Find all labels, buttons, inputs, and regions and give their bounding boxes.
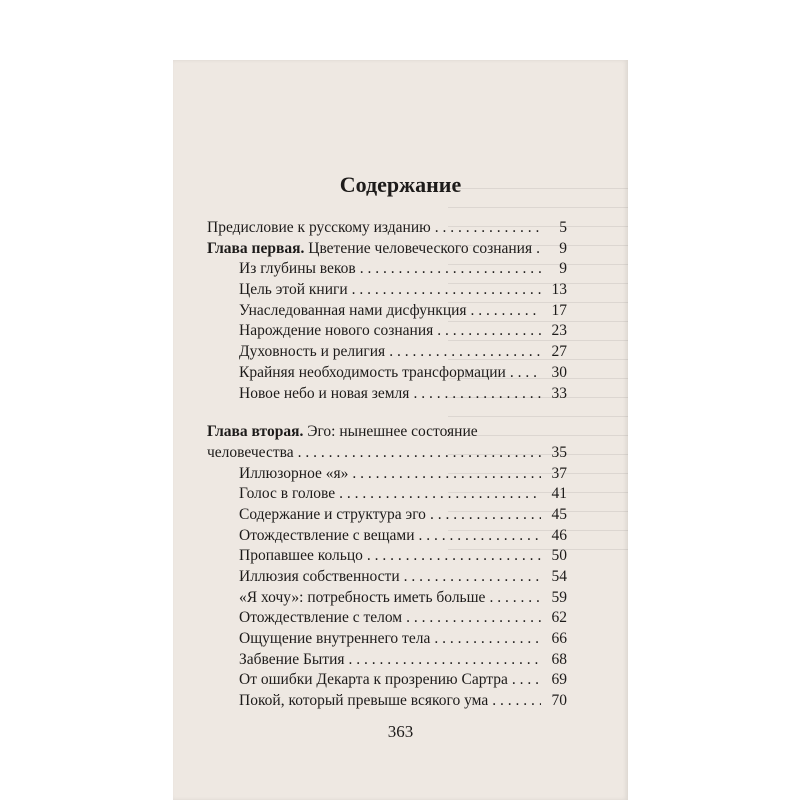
toc-label: Забвение Бытия	[239, 650, 345, 668]
toc-page: 35	[551, 443, 567, 461]
toc-entry	[207, 280, 567, 301]
table-of-contents	[207, 218, 567, 712]
toc-entry	[207, 321, 567, 342]
leader-dots	[360, 259, 541, 280]
toc-page: 13	[551, 281, 567, 299]
leader-dots	[510, 363, 541, 384]
toc-entry	[207, 464, 567, 485]
toc-entry	[207, 670, 567, 691]
page-number: 363	[387, 722, 414, 741]
toc-page: 66	[551, 630, 567, 648]
toc-label: Содержание и структура эго	[239, 505, 426, 523]
toc-page: 27	[551, 343, 567, 361]
toc-label: Ощущение внутреннего тела	[239, 630, 431, 648]
toc-page: 30	[551, 363, 567, 381]
toc-label: Из глубины веков	[239, 260, 356, 278]
chapter-title: Эго: нынешнее состояние	[303, 423, 478, 441]
toc-entry	[207, 259, 567, 280]
toc-page: 9	[559, 239, 567, 257]
toc-page: 68	[551, 650, 567, 668]
toc-page: 17	[551, 301, 567, 319]
leader-dots	[536, 239, 541, 260]
toc-entry	[207, 567, 567, 588]
toc-page: 70	[551, 692, 567, 710]
toc-chapter-2-line2	[207, 443, 567, 464]
leader-dots	[435, 218, 541, 239]
toc-entry	[207, 505, 567, 526]
toc-label: Отождествление с телом	[239, 609, 403, 627]
toc-label: Предисловие к русскому изданию	[207, 219, 431, 236]
toc-entry	[207, 650, 567, 671]
toc-page: 69	[551, 671, 567, 689]
toc-entry	[207, 342, 567, 363]
toc-page: 59	[551, 588, 567, 606]
toc-label: Нарождение нового сознания	[239, 322, 434, 340]
toc-label: Голос в голове	[239, 485, 336, 503]
toc-label: Иллюзорное «я»	[239, 464, 349, 482]
toc-page: 46	[551, 526, 567, 544]
leader-dots	[339, 484, 541, 505]
toc-label: Цель этой книги	[239, 281, 348, 299]
toc-label: «Я хочу»: потребность иметь больше	[239, 588, 486, 606]
toc-entry	[207, 588, 567, 609]
leader-dots	[489, 588, 541, 609]
toc-entry	[207, 526, 567, 547]
toc-label: Покой, который превыше всякого ума	[239, 692, 489, 710]
toc-page: 23	[551, 322, 567, 340]
book-page	[173, 60, 628, 800]
leader-dots	[492, 691, 541, 712]
leader-dots	[413, 384, 541, 405]
toc-entry	[207, 546, 567, 567]
toc-page: 45	[551, 505, 567, 523]
toc-page: 33	[551, 384, 567, 402]
leader-dots	[349, 650, 542, 671]
leader-dots	[434, 629, 541, 650]
toc-page: 62	[551, 609, 567, 627]
leader-dots	[430, 505, 541, 526]
toc-page: 50	[551, 547, 567, 565]
toc-label: Иллюзия собственности	[239, 568, 400, 585]
leader-dots	[352, 280, 541, 301]
section-gap	[207, 404, 567, 422]
leader-dots	[389, 342, 541, 363]
toc-chapter-2-line1	[207, 422, 567, 443]
toc-entry	[207, 608, 567, 629]
toc-page: 9	[559, 260, 567, 278]
leader-dots	[352, 464, 541, 485]
leader-dots	[437, 321, 541, 342]
toc-label: Унаследованная нами дисфункция	[239, 301, 467, 319]
toc-page: 37	[551, 464, 567, 482]
toc-page: 5	[559, 219, 567, 236]
leader-dots	[512, 670, 541, 691]
toc-page: 41	[551, 485, 567, 503]
toc-entry	[207, 301, 567, 322]
leader-dots	[404, 567, 541, 588]
toc-page: 54	[551, 568, 567, 585]
toc-entry-preface	[207, 218, 567, 239]
toc-label	[207, 239, 532, 260]
toc-label: Пропавшее кольцо	[239, 547, 363, 565]
toc-entry	[207, 484, 567, 505]
toc-chapter-1	[207, 239, 567, 260]
toc-label: Новое небо и новая земля	[239, 384, 410, 402]
chapter-number: Глава вторая.	[207, 423, 304, 441]
toc-label: От ошибки Декарта к прозрению Сартра	[239, 671, 508, 689]
toc-label: Отождествление с вещами	[239, 526, 415, 544]
toc-entry	[207, 629, 567, 650]
leader-dots	[298, 443, 541, 464]
toc-label: Духовность и религия	[239, 343, 386, 361]
leader-dots	[367, 546, 541, 567]
toc-entry	[207, 363, 567, 384]
leader-dots	[406, 608, 541, 629]
page-title: Содержание	[339, 172, 462, 197]
toc-entry	[207, 384, 567, 405]
toc-entry	[207, 691, 567, 712]
leader-dots	[419, 526, 542, 547]
toc-label: человечества	[207, 443, 294, 461]
chapter-title: Цветение человеческого сознания	[304, 239, 533, 257]
toc-label: Крайняя необходимость трансформации	[239, 363, 506, 381]
leader-dots	[471, 301, 541, 322]
chapter-number: Глава первая.	[207, 239, 305, 257]
